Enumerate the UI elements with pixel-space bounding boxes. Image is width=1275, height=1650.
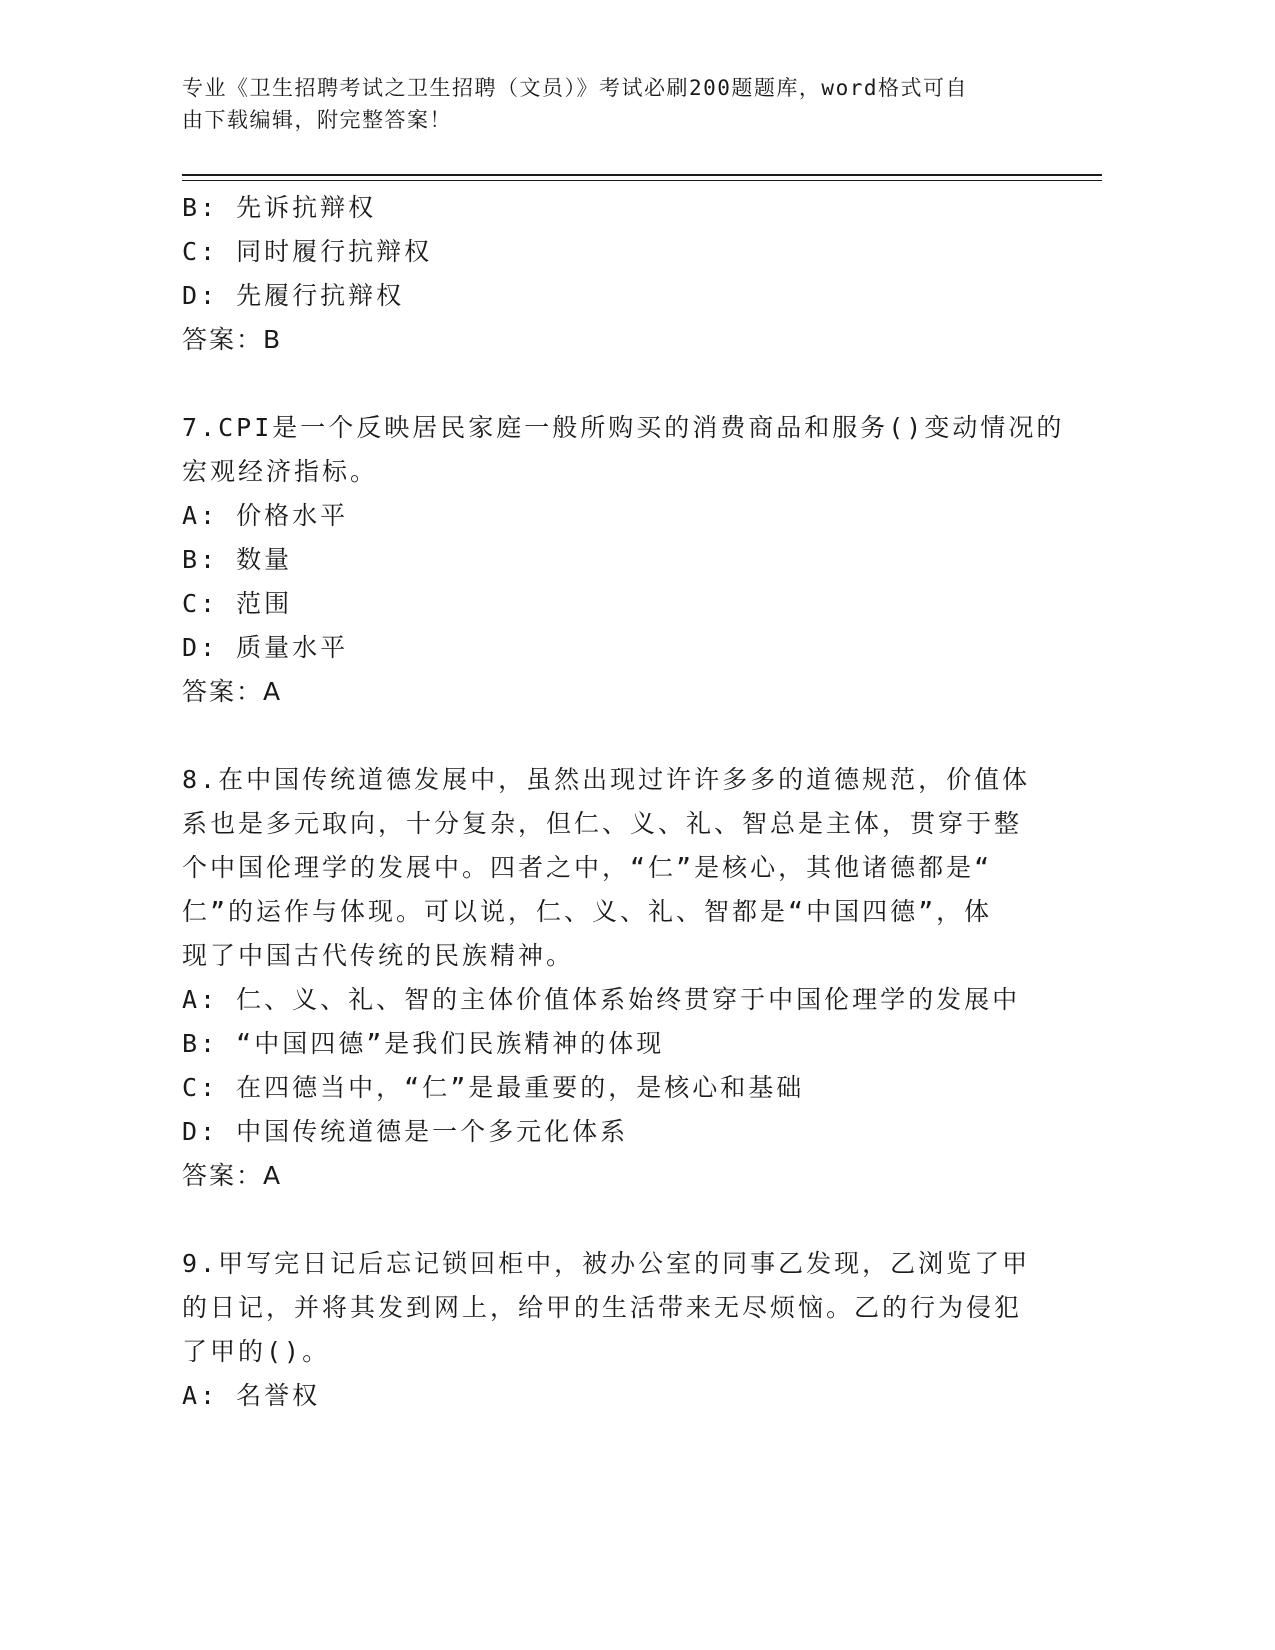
answer: 答案：A bbox=[182, 677, 283, 706]
document-body bbox=[182, 186, 1065, 1418]
question-7 bbox=[182, 406, 1065, 714]
header-divider-thick bbox=[182, 174, 1102, 176]
question-text-line: 9.甲写完日记后忘记锁回柜中，被办公室的同事乙发现，乙浏览了甲 bbox=[182, 1249, 1031, 1278]
option-b: B: “中国四德”是我们民族精神的体现 bbox=[182, 1029, 665, 1058]
question-text-line: 8.在中国传统道德发展中，虽然出现过许许多多的道德规范，价值体 bbox=[182, 765, 1031, 794]
question-9 bbox=[182, 1242, 1062, 1418]
option-c: C: 同时履行抗辩权 bbox=[182, 237, 433, 266]
option-b: B: 先诉抗辩权 bbox=[182, 193, 377, 222]
question-6 bbox=[182, 186, 1062, 362]
header-line-1: 专业《卫生招聘考试之卫生招聘（文员）》考试必刷200题题库，word格式可自 bbox=[182, 76, 968, 100]
option-d: D: 中国传统道德是一个多元化体系 bbox=[182, 1117, 629, 1146]
question-text-line: 7.CPI是一个反映居民家庭一般所购买的消费商品和服务()变动情况的 bbox=[182, 413, 1065, 442]
header-divider-thin bbox=[182, 180, 1102, 181]
option-c: C: 在四德当中，“仁”是最重要的，是核心和基础 bbox=[182, 1073, 805, 1102]
question-text-line: 了甲的()。 bbox=[182, 1337, 331, 1366]
question-text-line: 个中国伦理学的发展中。四者之中，“仁”是核心，其他诸德都是“ bbox=[182, 853, 993, 882]
question-8 bbox=[182, 758, 1062, 1198]
question-text-line: 仁”的运作与体现。可以说，仁、义、礼、智都是“中国四德”，体 bbox=[182, 897, 993, 926]
question-text-line: 宏观经济指标。 bbox=[182, 457, 379, 486]
option-a: A: 仁、义、礼、智的主体价值体系始终贯穿于中国伦理学的发展中 bbox=[182, 985, 1021, 1014]
option-b: B: 数量 bbox=[182, 545, 293, 574]
question-text-line: 现了中国古代传统的民族精神。 bbox=[182, 941, 575, 970]
option-d: D: 先履行抗辩权 bbox=[182, 281, 405, 310]
header-line-2: 由下载编辑，附完整答案！ bbox=[182, 108, 452, 132]
question-text-line: 的日记，并将其发到网上，给甲的生活带来无尽烦恼。乙的行为侵犯 bbox=[182, 1293, 1023, 1322]
option-a: A: 名誉权 bbox=[182, 1381, 321, 1410]
option-c: C: 范围 bbox=[182, 589, 293, 618]
answer: 答案：A bbox=[182, 1161, 283, 1190]
question-text-line: 系也是多元取向，十分复杂，但仁、义、礼、智总是主体，贯穿于整 bbox=[182, 809, 1023, 838]
answer: 答案：B bbox=[182, 325, 283, 354]
option-a: A: 价格水平 bbox=[182, 501, 349, 530]
document-header bbox=[182, 72, 1062, 136]
option-d: D: 质量水平 bbox=[182, 633, 349, 662]
